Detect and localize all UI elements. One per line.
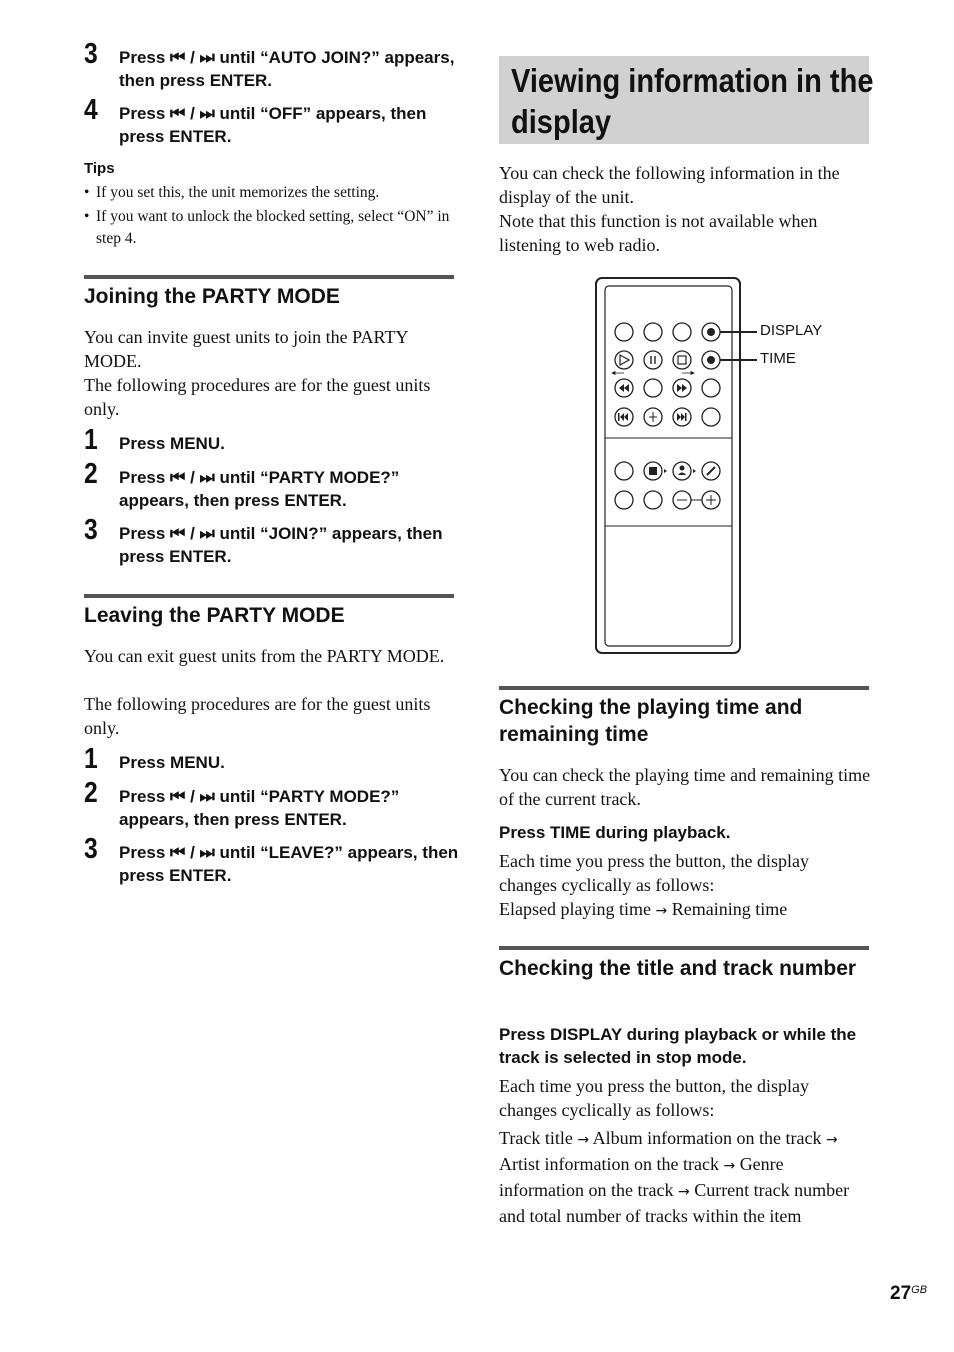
remote-button bbox=[673, 462, 691, 480]
step-number: 3 bbox=[84, 514, 97, 546]
step-text: Press ⏮ / ⏭ until “LEAVE?” appears, then press ENTER. bbox=[119, 843, 459, 885]
remote-button bbox=[615, 491, 633, 509]
step-text: Press ⏮ / ⏭ until “OFF” appears, then press ENTER. bbox=[119, 104, 427, 146]
sequence-item: Genre information on the track bbox=[499, 1154, 784, 1200]
arrow-icon: → bbox=[577, 1132, 590, 1148]
pause-button bbox=[644, 351, 662, 369]
section-rule bbox=[499, 946, 869, 950]
page-number bbox=[890, 1283, 927, 1305]
joining-title: Joining the PARTY MODE bbox=[84, 285, 340, 308]
remote-button bbox=[644, 379, 662, 397]
time-callout-label: TIME bbox=[760, 350, 796, 367]
page-number-suffix: GB bbox=[911, 1284, 928, 1296]
joining-intro: You can invite guest units to join the PARTY MODE. bbox=[84, 327, 408, 371]
step-number: 1 bbox=[84, 743, 97, 775]
sequence-item: Artist information on the track bbox=[499, 1154, 719, 1174]
viewing-title-line-1: Viewing information in the bbox=[511, 62, 874, 99]
sequence-item: Track title bbox=[499, 1128, 573, 1148]
viewing-title bbox=[511, 60, 874, 142]
arrow-icon: → bbox=[826, 1132, 838, 1148]
leaving-title: Leaving the PARTY MODE bbox=[84, 604, 345, 627]
section-rule bbox=[84, 275, 454, 279]
viewing-title-line-2: display bbox=[511, 103, 612, 140]
step-number: 4 bbox=[84, 94, 97, 126]
remote-button bbox=[615, 462, 633, 480]
title-track-title: Checking the title and track number bbox=[499, 957, 857, 980]
joining-intro-2: The following procedures are for the guest units only. bbox=[84, 375, 431, 419]
sequence-item: Current track number and total number of tracks within the item bbox=[499, 1180, 850, 1226]
playing-time-intro: You can check the playing time and remaining time of the current track. bbox=[499, 765, 871, 809]
title-track-sequence bbox=[499, 1126, 871, 1228]
step-number: 3 bbox=[84, 38, 97, 70]
menu-icon bbox=[649, 467, 657, 475]
remote-button bbox=[644, 491, 662, 509]
step-text: Press ⏮ / ⏭ until “JOIN?” appears, then press ENTER. bbox=[119, 524, 443, 566]
time-highlight-dot bbox=[707, 356, 715, 364]
viewing-intro: You can check the following information in the display of the unit. bbox=[499, 163, 840, 207]
person-icon bbox=[680, 466, 685, 471]
sequence-item: Album information on the track bbox=[592, 1128, 822, 1148]
tip-item: • If you want to unlock the blocked setting, select “ON” in step 4. bbox=[84, 206, 456, 250]
remote-button bbox=[673, 323, 691, 341]
playing-time-body: Each time you press the button, the display changes cyclically as follows: bbox=[499, 851, 809, 895]
step-text: Press MENU. bbox=[119, 753, 225, 772]
leaving-intro: You can exit guest units from the PARTY MODE. bbox=[84, 646, 445, 666]
remote-button bbox=[644, 323, 662, 341]
page-number-value: 27 bbox=[890, 1283, 912, 1304]
display-highlight-dot bbox=[707, 328, 715, 336]
remote-button bbox=[702, 408, 720, 426]
viewing-intro-2: Note that this function is not available when listening to web radio. bbox=[499, 211, 818, 255]
playing-time-instruction: Press TIME during playback. bbox=[499, 823, 731, 842]
display-callout-label: DISPLAY bbox=[760, 322, 823, 339]
step-text: Press ⏮ / ⏭ until “PARTY MODE?” appears, then press ENTER. bbox=[119, 468, 400, 510]
step-number: 2 bbox=[84, 458, 97, 490]
section-rule bbox=[499, 686, 869, 690]
arrow-icon: → bbox=[677, 1184, 690, 1200]
sequence-item: Remaining time bbox=[671, 899, 788, 919]
remote-button bbox=[615, 323, 633, 341]
step-number: 2 bbox=[84, 777, 97, 809]
step-number: 1 bbox=[84, 424, 97, 456]
play-button bbox=[615, 351, 633, 369]
step-text: Press ⏮ / ⏭ until “PARTY MODE?” appears, then press ENTER. bbox=[119, 787, 400, 829]
title-track-body: Each time you press the button, the display changes cyclically as follows: bbox=[499, 1076, 809, 1120]
remote-button bbox=[702, 379, 720, 397]
viewing-banner bbox=[499, 56, 874, 144]
playing-time-sequence bbox=[499, 897, 871, 923]
tip-item: • If you set this, the unit memorizes the setting. bbox=[84, 182, 456, 204]
leaving-intro-2: The following procedures are for the guest units only. bbox=[84, 694, 431, 738]
arrow-icon: → bbox=[655, 903, 668, 919]
title-track-instruction: Press DISPLAY during playback or while the track is selected in stop mode. bbox=[499, 1025, 857, 1067]
step-text: Press MENU. bbox=[119, 434, 225, 453]
playing-time-title: Checking the playing time and remaining time bbox=[499, 696, 803, 746]
sequence-item: Elapsed playing time bbox=[499, 899, 651, 919]
step-text: Press ⏮ / ⏭ until “AUTO JOIN?” appears, then press ENTER. bbox=[119, 48, 455, 90]
step-number: 3 bbox=[84, 833, 97, 865]
tips-heading: Tips bbox=[84, 160, 115, 177]
stop-button bbox=[673, 351, 691, 369]
arrow-icon: → bbox=[723, 1158, 736, 1174]
section-rule bbox=[84, 594, 454, 598]
